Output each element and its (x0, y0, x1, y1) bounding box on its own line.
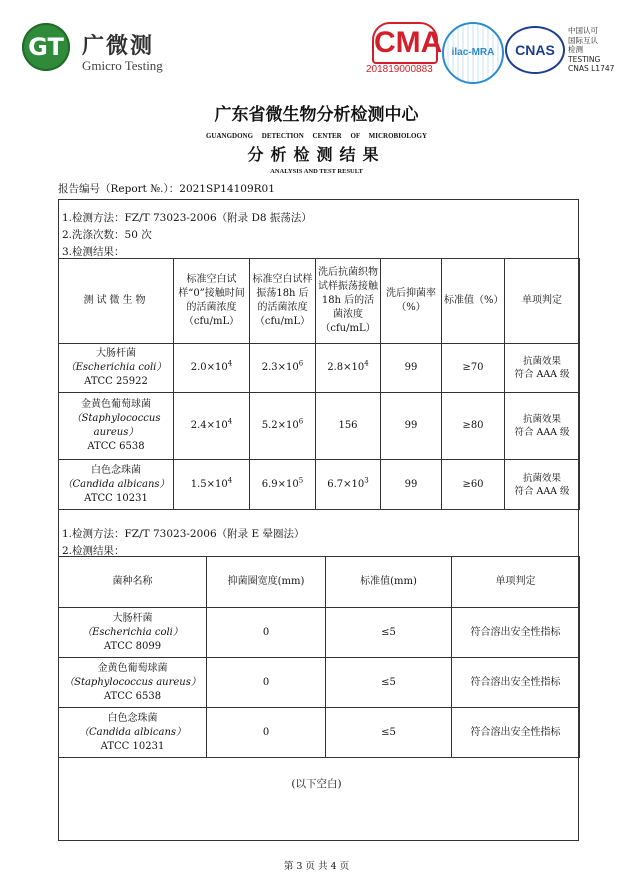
blank-0h-cell: $1.5\times 10^4$ (174, 460, 250, 510)
brand-name-cn: 广微测 (82, 34, 155, 59)
center-title-cn: 广东省微生物分析检测中心 (214, 105, 419, 125)
antibacterial-oscillation-table (58, 258, 580, 510)
cma-number: 201819000883 (366, 64, 433, 75)
zone-width-cell: 0 (207, 658, 326, 708)
col-header-strain: 菌种名称 (59, 557, 207, 608)
rate-cell: 99 (381, 344, 442, 393)
page-number: 第 3 页 共 4 页 (283, 861, 350, 872)
blank-18h-cell: $5.2\times 10^6$ (250, 393, 316, 460)
section1-result-label: 3.检测结果： (62, 246, 125, 258)
standard-cell: ≤5 (326, 608, 452, 658)
col-header-rate: 洗后抑菌率（%） (381, 259, 442, 344)
table-header-row (59, 557, 580, 608)
col-header-standard: 标准值（%） (442, 259, 505, 344)
judgement-cell: 符合溶出安全性指标 (452, 708, 580, 758)
col-header-sample-18h: 洗后抗菌织物试样振荡接触 18h 后的活菌浓度（cfu/mL） (316, 259, 381, 344)
col-header-judgement: 单项判定 (452, 557, 580, 608)
accreditation-text: 中国认可 国际互认 检测 TESTING CNAS L1747 (568, 26, 615, 74)
microbe-cell: 大肠杆菌 （Escherichia coli） ATCC 25922 (59, 344, 174, 393)
strain-cell: 白色念珠菌 （Candida albicans） ATCC 10231 (59, 708, 207, 758)
blank-18h-cell: $6.9\times 10^5$ (250, 460, 316, 510)
col-header-blank-18h: 标准空白试样振荡18h 后的活菌浓度（cfu/mL） (250, 259, 316, 344)
table-row (59, 393, 580, 460)
strain-cell: 金黄色葡萄球菌 （Staphylococcus aureus） ATCC 6538 (59, 658, 207, 708)
judgement-cell: 符合溶出安全性指标 (452, 608, 580, 658)
blank-18h-cell: $2.3\times 10^6$ (250, 344, 316, 393)
section1-method: 1.检测方法：FZ/T 73023-2006（附录 D8 振荡法） (62, 212, 312, 224)
strain-cell: 大肠杆菌 （Escherichia coli） ATCC 8099 (59, 608, 207, 658)
table-row (59, 460, 580, 510)
col-header-blank-0h: 标准空白试样“0”接触时间的活菌浓度（cfu/mL） (174, 259, 250, 344)
rate-cell: 99 (381, 460, 442, 510)
standard-cell: ≥80 (442, 393, 505, 460)
standard-cell: ≥70 (442, 344, 505, 393)
section2-method: 1.检测方法：FZ/T 73023-2006（附录 E 晕圈法） (62, 528, 305, 540)
standard-cell: ≤5 (326, 658, 452, 708)
blank-0h-cell: $2.0\times 10^4$ (174, 344, 250, 393)
judgement-cell: 符合溶出安全性指标 (452, 658, 580, 708)
zone-width-cell: 0 (207, 708, 326, 758)
halo-test-table (58, 556, 580, 758)
col-header-zone-width: 抑菌圈宽度(mm) (207, 557, 326, 608)
col-header-microbe: 测试微生物 (59, 259, 174, 344)
table-row (59, 344, 580, 393)
table-header-row (59, 259, 580, 344)
section2-result-label: 2.检测结果： (62, 545, 125, 557)
section1-wash-count: 2.洗涤次数：50 次 (62, 229, 152, 241)
result-title-en: ANALYSIS AND TEST RESULT (270, 168, 363, 175)
brand-name-en: Gmicro Testing (82, 58, 163, 73)
blank-below-note: (以下空白) (291, 778, 342, 790)
report-number: 报告编号（Report №.）：2021SP14109R01 (58, 183, 275, 195)
col-header-standard: 标准值(mm) (326, 557, 452, 608)
rate-cell: 99 (381, 393, 442, 460)
zone-width-cell: 0 (207, 608, 326, 658)
cma-logo-icon: CMA (372, 22, 438, 64)
microbe-cell: 金黄色葡萄球菌 （Staphylococcus aureus） ATCC 6538 (59, 393, 174, 460)
table-row (59, 608, 580, 658)
gmicro-logo-icon: GT (22, 23, 70, 71)
judgement-cell: 抗菌效果 符合 AAA 级 (505, 344, 580, 393)
table-row (59, 658, 580, 708)
standard-cell: ≥60 (442, 460, 505, 510)
sample-18h-cell: $2.8\times 10^4$ (316, 344, 381, 393)
col-header-judgement: 单项判定 (505, 259, 580, 344)
sample-18h-cell: $6.7\times 10^3$ (316, 460, 381, 510)
microbe-cell: 白色念珠菌 （Candida albicans） ATCC 10231 (59, 460, 174, 510)
sample-18h-cell: 156 (316, 393, 381, 460)
ilac-mra-logo-icon: ilac-MRA (442, 22, 504, 84)
blank-0h-cell: $2.4\times 10^4$ (174, 393, 250, 460)
result-title-cn: 分析检测结果 (247, 145, 386, 164)
table-row (59, 708, 580, 758)
standard-cell: ≤5 (326, 708, 452, 758)
judgement-cell: 抗菌效果 符合 AAA 级 (505, 393, 580, 460)
cnas-logo-icon: CNAS (505, 26, 565, 74)
judgement-cell: 抗菌效果 符合 AAA 级 (505, 460, 580, 510)
center-title-en: GUANGDONG DETECTION CENTER OF MICROBIOLOGY (205, 132, 428, 140)
